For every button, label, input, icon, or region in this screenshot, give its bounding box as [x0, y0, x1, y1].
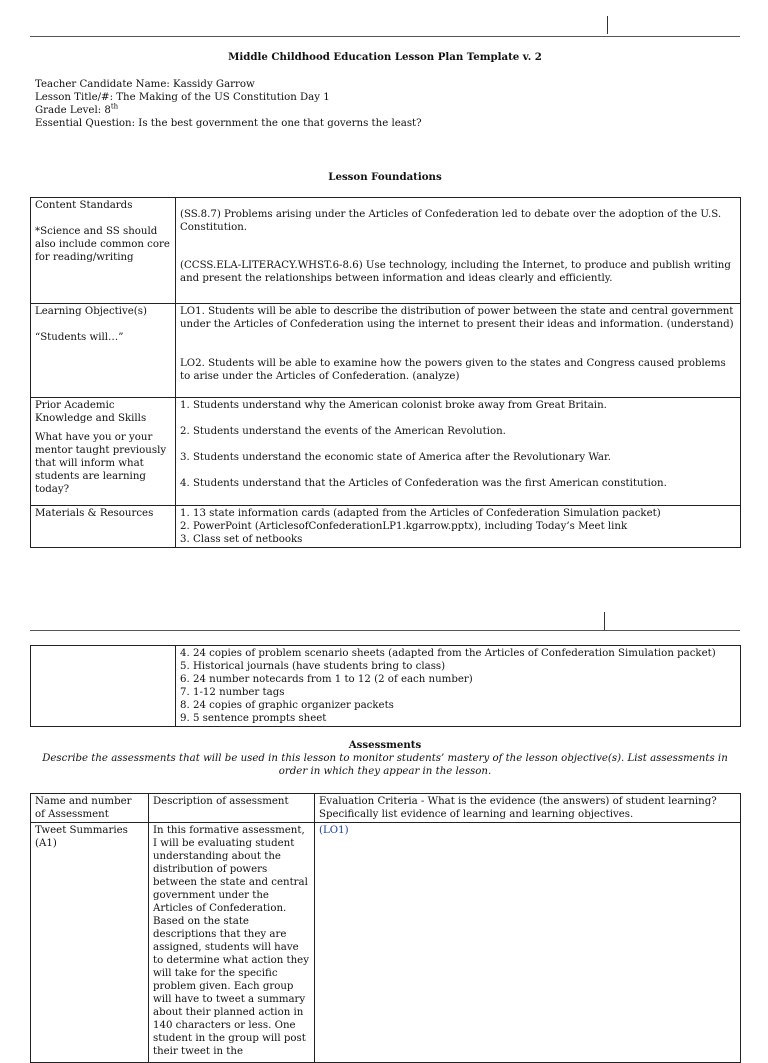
prior-knowledge-label-cell [31, 398, 176, 506]
page-corner-mark [607, 16, 608, 34]
standard-ccss: (CCSS.ELA-LITERACY.WHST.6-8.6) Use technology, including the Internet, to produce and publish writing and present the relationships between information and ideas clearly and efficiently. [180, 260, 731, 284]
prior-knowledge-label: Prior Academic Knowledge and Skills [35, 400, 147, 424]
material-item: 8. 24 copies of graphic organizer packets [180, 700, 394, 711]
document-title: Middle Childhood Education Lesson Plan Template v. 2 [228, 51, 542, 63]
header-name: Name and number of Assessment [35, 796, 132, 820]
prior-item: 2. Students understand the events of the American Revolution. [180, 426, 506, 437]
content-standards-label-cell [31, 198, 176, 304]
table-row [31, 823, 741, 1063]
material-item: 2. PowerPoint (ArticlesofConfederationLP1.kgarrow.pptx), including Today’s Meet link [180, 521, 628, 532]
lesson-foundations-table [30, 197, 741, 548]
prior-item: 4. Students understand that the Articles of Confederation was the first American constitution. [180, 478, 667, 489]
lesson-foundations-heading: Lesson Foundations [328, 171, 442, 183]
learning-objectives-label: Learning Objective(s) [35, 306, 147, 317]
material-item: 4. 24 copies of problem scenario sheets (adapted from the Articles of Confederation Simulation packet) [180, 648, 716, 659]
content-standards-label: Content Standards [35, 200, 133, 211]
content-standards-cell [176, 198, 741, 304]
header-rule [30, 630, 740, 631]
material-item: 7. 1-12 number tags [180, 687, 285, 698]
prior-knowledge-prompt: What have you or your mentor taught previously that will inform what students are learning today? [35, 432, 167, 495]
table-row [31, 794, 741, 823]
assessment-name-cell [31, 823, 149, 1063]
grade-superscript: th [110, 102, 119, 111]
grade-level: Grade Level: 8th [35, 102, 119, 116]
learning-objectives-cell [176, 304, 741, 398]
materials-continued-label-cell [31, 646, 176, 727]
header-criteria-cell [315, 794, 741, 823]
standard-ss: (SS.8.7) Problems arising under the Articles of Confederation led to debate over the adoption of the U.S. Constitution. [180, 209, 722, 233]
material-item: 1. 13 state information cards (adapted from the Articles of Confederation Simulation packet) [180, 508, 661, 519]
content-standards-note: *Science and SS should also include common core for reading/writing [35, 226, 170, 263]
material-item: 3. Class set of netbooks [180, 534, 303, 545]
materials-cell [176, 506, 741, 548]
header-rule [30, 36, 740, 37]
material-item: 6. 24 number notecards from 1 to 12 (2 of each number) [180, 674, 473, 685]
header-criteria: Evaluation Criteria - What is the evidence (the answers) of student learning? Specifically list evidence of learning and learning objectives. [319, 796, 717, 820]
material-item: 9. 5 sentence prompts sheet [180, 713, 327, 724]
materials-continued-table [30, 645, 741, 727]
assessment-criteria: (LO1) [319, 825, 349, 836]
table-row [31, 506, 741, 548]
header-description: Description of assessment [153, 796, 289, 807]
table-row [31, 646, 741, 727]
objective-lo1: LO1. Students will be able to describe the distribution of power between the state and central government under the Articles of Confederation using the internet to present their ideas and information. (understand) [180, 306, 734, 330]
header-name-cell [31, 794, 149, 823]
materials-label-cell [31, 506, 176, 548]
prior-item: 1. Students understand why the American colonist broke away from Great Britain. [180, 400, 607, 411]
objective-lo2: LO2. Students will be able to examine how the powers given to the states and Congress caused problems to arise under the Articles of Confederation. (analyze) [180, 358, 726, 382]
table-row [31, 198, 741, 304]
teacher-candidate-name: Teacher Candidate Name: Kassidy Garrow [35, 79, 255, 90]
essential-question: Essential Question: Is the best government the one that governs the least? [35, 118, 422, 129]
learning-objectives-prompt: “Students will…” [35, 332, 124, 343]
header-description-cell [149, 794, 315, 823]
materials-continued-cell [176, 646, 741, 727]
materials-label: Materials & Resources [35, 508, 154, 519]
table-row [31, 304, 741, 398]
assessment-description: In this formative assessment, I will be evaluating student understanding about the distribution of powers between the state and central government under the Articles of Confederation. Based on the state descriptions that they are assigned, students will have to determine what action they will take for the specific problem given. Each group will have to tweet a summary about their planned action in 140 characters or less. One student in the group will post their tweet in the [153, 825, 309, 1057]
assessment-criteria-cell [315, 823, 741, 1063]
lesson-title: Lesson Title/#: The Making of the US Constitution Day 1 [35, 92, 330, 103]
material-item: 5. Historical journals (have students bring to class) [180, 661, 446, 672]
prior-knowledge-cell [176, 398, 741, 506]
assessments-heading: Assessments [348, 739, 422, 751]
page-corner-mark [604, 612, 605, 630]
prior-item: 3. Students understand the economic state of America after the Revolutionary War. [180, 452, 611, 463]
assessment-description-cell [149, 823, 315, 1063]
learning-objectives-label-cell [31, 304, 176, 398]
table-row [31, 398, 741, 506]
assessment-name: Tweet Summaries (A1) [35, 825, 128, 849]
teacher-info-block [35, 78, 735, 130]
assessments-intro: Describe the assessments that will be used in this lesson to monitor students’ mastery of the lesson objective(s). List assessments in order in which they appear in the lesson. [42, 753, 728, 777]
assessments-table [30, 793, 741, 1063]
